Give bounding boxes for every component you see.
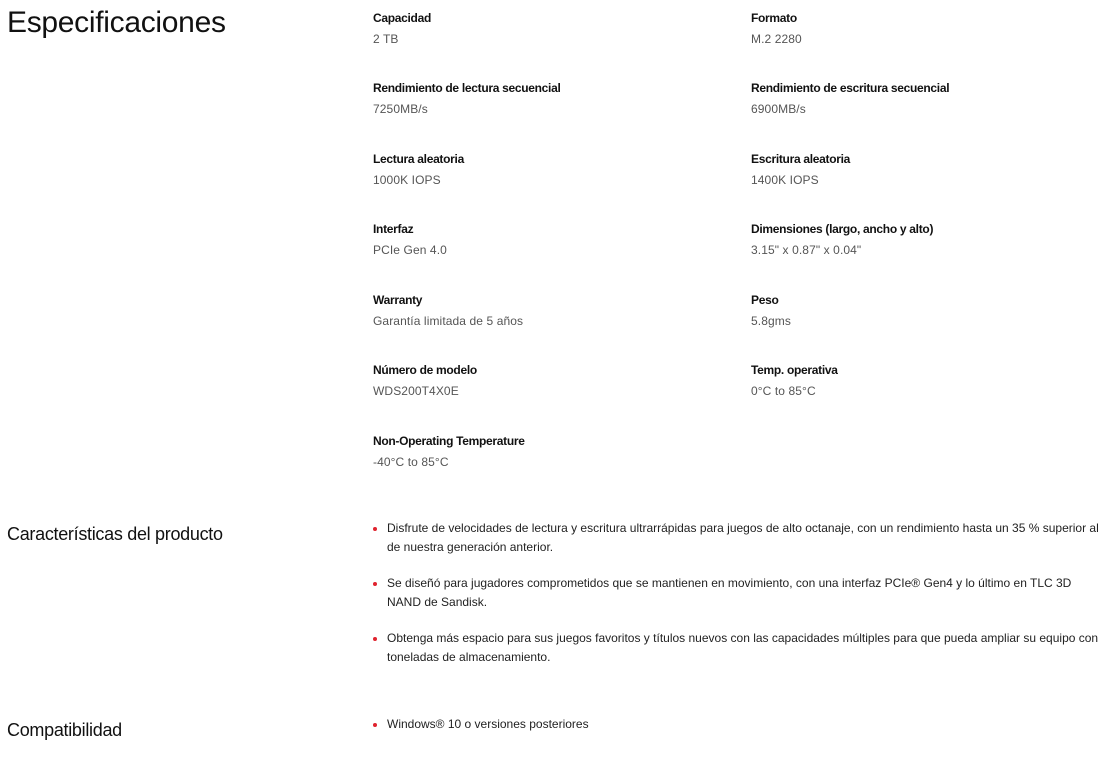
spec-value: 7250MB/s — [373, 102, 428, 116]
spec-value: PCIe Gen 4.0 — [373, 243, 447, 257]
list-item — [373, 574, 1108, 612]
bullet-dot-icon — [373, 723, 377, 727]
spec-value: 1000K IOPS — [373, 173, 441, 187]
list-item — [373, 519, 1108, 557]
bullet-dot-icon — [373, 527, 377, 531]
list-item-text: Obtenga más espacio para sus juegos favoritos y títulos nuevos con las capacidades múltiples para que pueda ampliar su equipo con toneladas de almacenamiento. — [387, 631, 1099, 664]
spec-label: Rendimiento de lectura secuencial — [373, 81, 561, 95]
spec-interface — [373, 222, 733, 257]
spec-label: Peso — [751, 293, 779, 307]
spec-random-read — [373, 152, 733, 187]
list-item-text: Disfrute de velocidades de lectura y escritura ultrarrápidas para juegos de alto octanaje, con un rendimiento hasta un 35 % superior al de nuestra generación anterior. — [387, 521, 1099, 554]
features-title: Características del producto — [7, 524, 223, 544]
spec-weight — [751, 293, 1111, 328]
page-title: Especificaciones — [7, 6, 226, 39]
spec-label: Capacidad — [373, 11, 431, 25]
spec-value: 5.8gms — [751, 314, 791, 328]
list-item — [373, 629, 1108, 667]
compatibility-title: Compatibilidad — [7, 720, 122, 740]
spec-format — [751, 11, 1111, 46]
spec-model-number — [373, 363, 733, 398]
spec-value: M.2 2280 — [751, 32, 802, 46]
spec-label: Interfaz — [373, 222, 414, 236]
list-item — [373, 715, 1108, 734]
spec-seq-write — [751, 81, 1111, 116]
spec-label: Temp. operativa — [751, 363, 838, 377]
list-item-text: Se diseñó para jugadores comprometidos que se mantienen en movimiento, con una interfaz PCIe® Gen4 y lo último en TLC 3D NAND de Sandisk. — [387, 576, 1072, 609]
spec-dimensions — [751, 222, 1111, 257]
spec-non-operating-temp — [373, 434, 733, 469]
spec-value: WDS200T4X0E — [373, 384, 459, 398]
spec-label: Non-Operating Temperature — [373, 434, 525, 448]
list-item-text: Windows® 10 o versiones posteriores — [387, 717, 589, 731]
spec-label: Formato — [751, 11, 797, 25]
spec-label: Número de modelo — [373, 363, 477, 377]
spec-random-write — [751, 152, 1111, 187]
spec-value: 1400K IOPS — [751, 173, 819, 187]
spec-value: Garantía limitada de 5 años — [373, 314, 524, 328]
spec-operating-temp — [751, 363, 1111, 398]
spec-value: 3.15" x 0.87" x 0.04" — [751, 243, 862, 257]
spec-capacity — [373, 11, 733, 46]
spec-value: -40°C to 85°C — [373, 455, 449, 469]
spec-label: Rendimiento de escritura secuencial — [751, 81, 950, 95]
spec-label: Escritura aleatoria — [751, 152, 851, 166]
spec-seq-read — [373, 81, 733, 116]
spec-label: Lectura aleatoria — [373, 152, 464, 166]
spec-warranty — [373, 293, 733, 328]
spec-label: Warranty — [373, 293, 423, 307]
bullet-dot-icon — [373, 637, 377, 641]
bullet-dot-icon — [373, 582, 377, 586]
features-list — [373, 519, 1108, 684]
spec-label: Dimensiones (largo, ancho y alto) — [751, 222, 934, 236]
spec-value: 0°C to 85°C — [751, 384, 816, 398]
compatibility-list — [373, 715, 1108, 751]
spec-value: 6900MB/s — [751, 102, 806, 116]
spec-value: 2 TB — [373, 32, 399, 46]
